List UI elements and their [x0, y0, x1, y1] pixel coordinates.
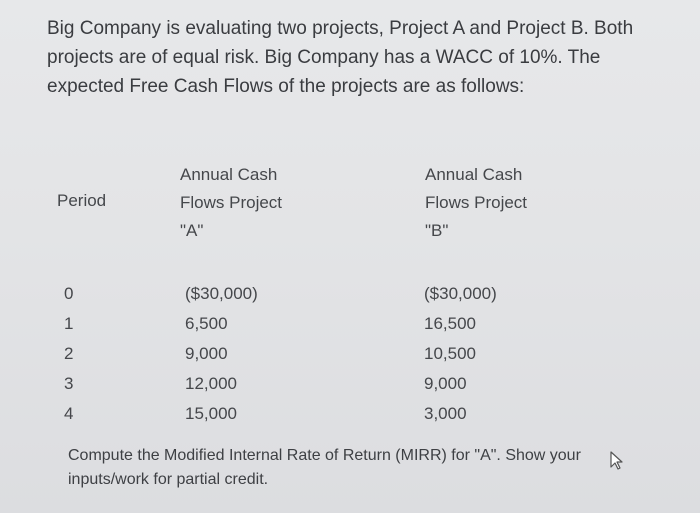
- period-cell: 3: [64, 374, 74, 393]
- question-text: [68, 444, 638, 492]
- cash-flow-b-cell: 9,000: [424, 374, 467, 393]
- cash-flow-b-cell: 16,500: [424, 314, 476, 333]
- header-a-line-1: Annual Cash: [180, 165, 278, 184]
- period-cell: 4: [64, 404, 74, 423]
- question-line-1: Compute the Modified Internal Rate of Return (MIRR) for "A". Show your: [68, 447, 581, 464]
- header-a-line-2: Flows Project: [180, 193, 283, 212]
- header-b-line-2: Flows Project: [425, 193, 528, 212]
- cash-flow-b-cell: 10,500: [424, 344, 476, 363]
- period-cell: 1: [64, 314, 74, 333]
- question-line-2: inputs/work for partial credit.: [68, 471, 269, 488]
- period-cell: 2: [64, 344, 74, 363]
- table-row: [0, 374, 700, 404]
- intro-paragraph: [47, 14, 647, 101]
- cash-flow-a-cell: 9,000: [185, 344, 228, 363]
- intro-line-1: Big Company is evaluating two projects, Project A and Project B. Both: [47, 18, 634, 39]
- mouse-pointer-icon: [609, 451, 625, 471]
- intro-line-2: projects are of equal risk. Big Company has a WACC of 10%. The: [47, 47, 601, 68]
- cash-flow-a-cell: 12,000: [185, 374, 237, 393]
- header-period: Period: [57, 191, 107, 210]
- header-a-line-3: "A": [180, 221, 204, 240]
- period-cell: 0: [64, 284, 74, 303]
- intro-line-3: expected Free Cash Flows of the projects are as follows:: [47, 76, 525, 97]
- cash-flow-b-cell: 3,000: [424, 404, 467, 423]
- table-row: [0, 404, 700, 434]
- table-row: [0, 284, 700, 314]
- cash-flow-a-cell: 15,000: [185, 404, 237, 423]
- table-row: [0, 344, 700, 374]
- cash-flow-a-cell: 6,500: [185, 314, 228, 333]
- cash-flow-b-cell: ($30,000): [424, 284, 497, 303]
- header-project-b: [425, 161, 575, 245]
- header-project-a: [180, 161, 330, 245]
- cash-flow-a-cell: ($30,000): [185, 284, 258, 303]
- header-b-line-1: Annual Cash: [425, 165, 523, 184]
- table-row: [0, 314, 700, 344]
- header-b-line-3: "B": [425, 221, 449, 240]
